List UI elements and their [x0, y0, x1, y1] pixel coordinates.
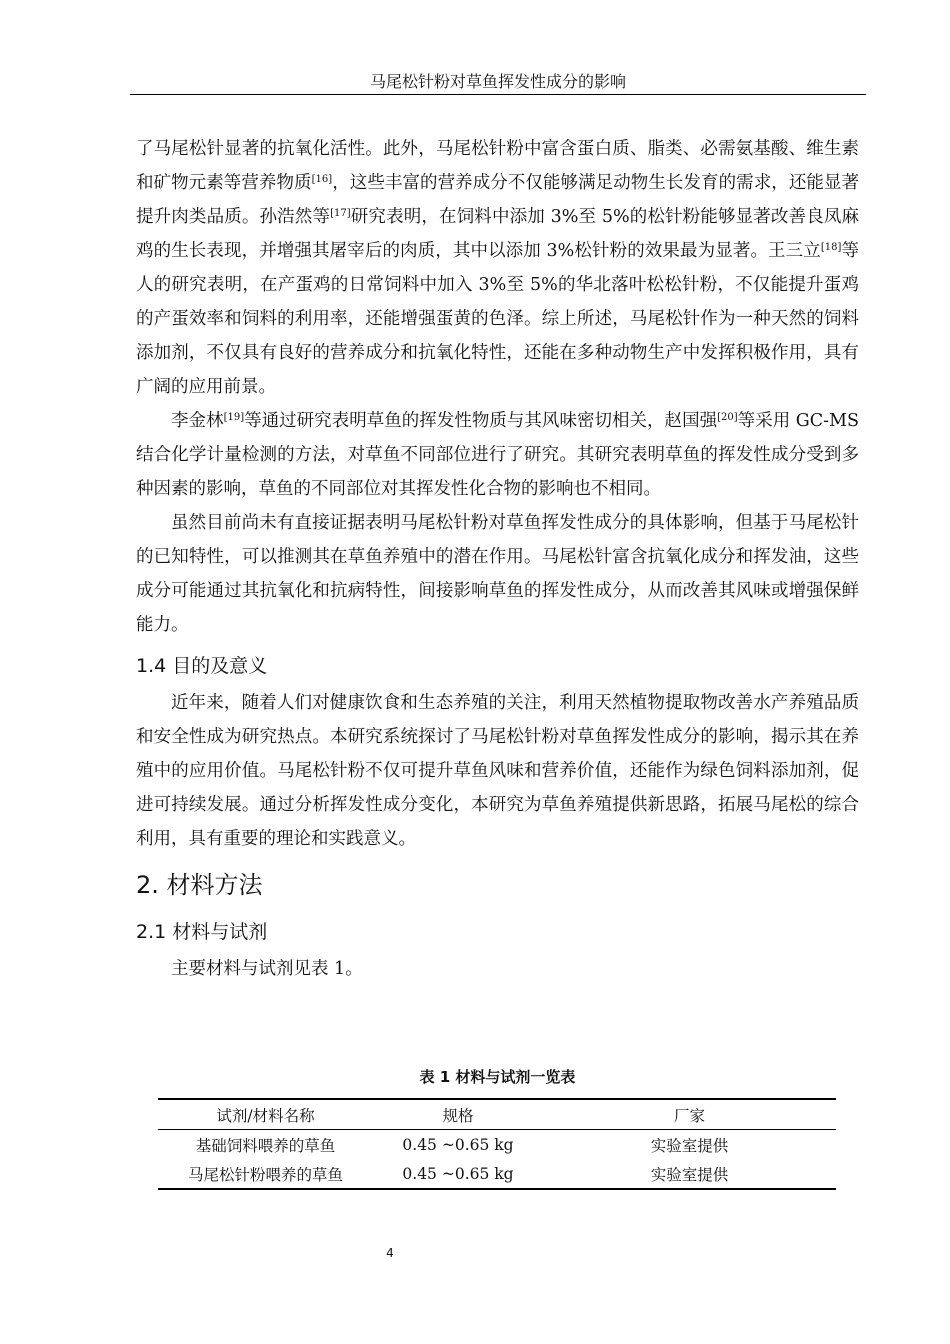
table-cell: 0.45 ~0.65 kg	[373, 1159, 543, 1189]
section-heading-2: 2. 材料方法	[136, 871, 263, 899]
table-header-row	[158, 1099, 836, 1130]
table-header-name: 试剂/材料名称	[158, 1099, 373, 1130]
citation-20[interactable]: [20]	[717, 412, 738, 423]
table-cell: 基础饲料喂养的草鱼	[195, 1136, 336, 1155]
paragraph-1-text-a: 了马尾松针显著的抗氧化活性。此外，马尾松针粉中富含蛋白质、脂类、必需氨基酸、维生素和矿物元素等营养物质	[136, 139, 859, 193]
page-number: 4	[386, 1246, 394, 1260]
table-header-vendor: 厂家	[543, 1099, 836, 1130]
table-cell: 马尾松针粉喂养的草鱼	[158, 1159, 373, 1189]
paragraph-1	[136, 132, 859, 404]
citation-19[interactable]: [19]	[223, 412, 245, 423]
paragraph-4: 近年来，随着人们对健康饮食和生态养殖的关注，利用天然植物提取物改善水产养殖品质和安全性成为研究热点。本研究系统探讨了马尾松针粉对草鱼挥发性成分的影响，揭示其在养殖中的应用价值。马尾松针粉不仅可提升草鱼风味和营养价值，还能作为绿色饲料添加剂，促进可持续发展。通过分析挥发性成分变化，本研究为草鱼养殖提供新思路，拓展马尾松的综合利用，具有重要的理论和实践意义。	[136, 693, 859, 849]
paragraph-2-text-a: 李金林	[171, 411, 224, 431]
table-row	[158, 1159, 836, 1189]
running-header: 马尾松针粉对草鱼挥发性成分的影响	[130, 70, 866, 95]
table-cell: 实验室提供	[543, 1159, 836, 1189]
paragraph-5: 主要材料与试剂见表 1。	[171, 959, 363, 979]
citation-18[interactable]: [18]	[820, 242, 842, 253]
table-row	[158, 1130, 836, 1160]
paragraph-1-text-b: ，这些丰富的营养成分不仅能够满足动物生长发育的需求，还能显著提升肉类品质。孙浩然等	[136, 173, 860, 227]
body-content	[136, 132, 859, 986]
section-heading-1-4: 1.4 目的及意义	[136, 655, 268, 677]
paragraph-2	[136, 404, 859, 506]
materials-table	[158, 1098, 836, 1190]
paragraph-3: 虽然目前尚未有直接证据表明马尾松针粉对草鱼挥发性成分的具体影响，但基于马尾松针的已知特性，可以推测其在草鱼养殖中的潜在作用。马尾松针富含抗氧化成分和挥发油，这些成分可能通过其抗氧化和抗病特性，间接影响草鱼的挥发性成分，从而改善其风味或增强保鲜能力。	[136, 513, 859, 635]
paragraph-2-text-c: 等采用 GC-MS 结合化学计量检测的方法，对草鱼不同部位进行了研究。其研究表明草鱼的挥发性成分受到多种因素的影响，草鱼的不同部位对其挥发性化合物的影响也不相同。	[136, 411, 860, 499]
paragraph-1-text-d: 等人的研究表明，在产蛋鸡的日常饲料中加入 3%至 5%的华北落叶松松针粉，不仅能提升蛋鸡的产蛋效率和饲料的利用率，还能增强蛋黄的色泽。综上所述，马尾松针作为一种天然的饲料添加剂，不仅具有良好的营养成分和抗氧化特性，还能在多种动物生产中发挥积极作用，具有广阔的应用前景。	[136, 241, 860, 397]
table-header-spec: 规格	[373, 1099, 543, 1130]
table-caption: 表 1 材料与试剂一览表	[419, 1068, 576, 1086]
citation-16[interactable]: [16]	[311, 174, 333, 185]
paragraph-1-text-c: 研究表明，在饲料中添加 3%至 5%的松针粉能够显著改善良凤麻鸡的生长表现，并增强其屠宰后的肉质，其中以添加 3%松针粉的效果最为显著。王三立	[136, 207, 860, 261]
table-cell: 0.45 ~0.65 kg	[402, 1135, 514, 1154]
section-heading-2-1: 2.1 材料与试剂	[136, 921, 268, 943]
paragraph-2-text-b: 等通过研究表明草鱼的挥发性物质与其风味密切相关，赵国强	[244, 411, 718, 431]
citation-17[interactable]: [17]	[330, 208, 351, 219]
table-cell: 实验室提供	[650, 1136, 729, 1155]
